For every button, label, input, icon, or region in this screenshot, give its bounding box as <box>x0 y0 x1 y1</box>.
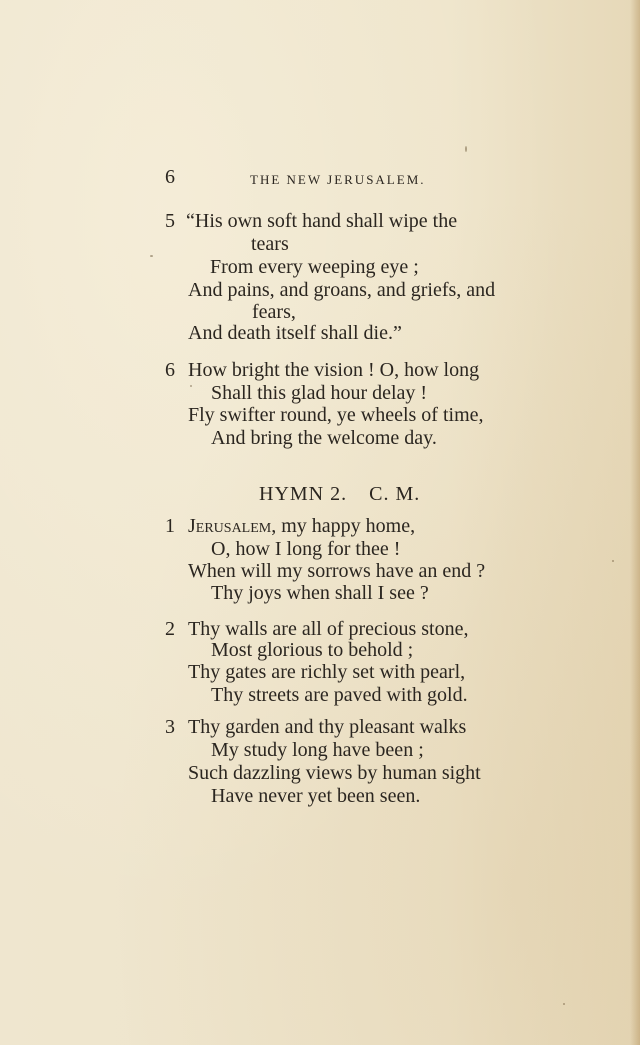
verse-line <box>188 516 415 536</box>
stanza-number: 2 <box>165 618 175 640</box>
verse-line: How bright the vision ! O, how long <box>188 359 480 381</box>
verse-line: “His own soft hand shall wipe the <box>186 210 458 232</box>
paper-speck <box>190 385 192 387</box>
verse-line: Fly swifter round, ye wheels of time, <box>188 404 484 426</box>
running-head <box>165 166 535 192</box>
verse-line: And death itself shall die.” <box>188 322 402 344</box>
stanza-number: 1 <box>165 515 175 537</box>
stanza-number: 3 <box>165 716 175 738</box>
running-title: THE NEW JERUSALEM. <box>250 172 426 187</box>
verse-line: Such dazzling views by human sight <box>188 762 481 784</box>
verse-line: Thy gates are richly set with pearl, <box>188 661 466 683</box>
verse-line: fears, <box>252 301 296 323</box>
verse-line: Have never yet been seen. <box>211 785 421 807</box>
verse-line: Thy walls are all of precious stone, <box>188 618 469 640</box>
verse-line: Thy garden and thy pleasant walks <box>188 716 467 738</box>
stanza-number: 5 <box>165 210 175 232</box>
verse-line: From every weeping eye ; <box>210 256 419 278</box>
paper-speck <box>563 1003 565 1005</box>
stanza-number: 6 <box>165 359 175 381</box>
paper-speck <box>150 255 153 257</box>
verse-line: tears <box>251 233 289 255</box>
verse-line: Most glorious to behold ; <box>211 639 414 661</box>
page-edge-shadow <box>630 0 640 1045</box>
paper-speck <box>612 560 614 562</box>
verse-line: O, how I long for thee ! <box>211 538 401 560</box>
verse-line: Shall this glad hour delay ! <box>211 382 428 404</box>
verse-line: My study long have been ; <box>211 739 424 761</box>
page-number: 6 <box>165 166 175 188</box>
verse-line: Thy streets are paved with gold. <box>211 684 468 706</box>
verse-line: Thy joys when shall I see ? <box>211 582 429 604</box>
verse-line-rest: my happy home, <box>276 515 416 537</box>
paper-speck <box>465 146 467 152</box>
first-word: Jerusalem, <box>188 515 277 537</box>
verse-line: And bring the welcome day. <box>211 427 437 449</box>
verse-line: When will my sorrows have an end ? <box>188 560 486 582</box>
hymn-meter: C. M. <box>369 483 421 505</box>
hymn-title <box>259 483 420 506</box>
hymn-number: HYMN 2. <box>259 483 348 505</box>
verse-line: And pains, and groans, and griefs, and <box>188 279 496 301</box>
